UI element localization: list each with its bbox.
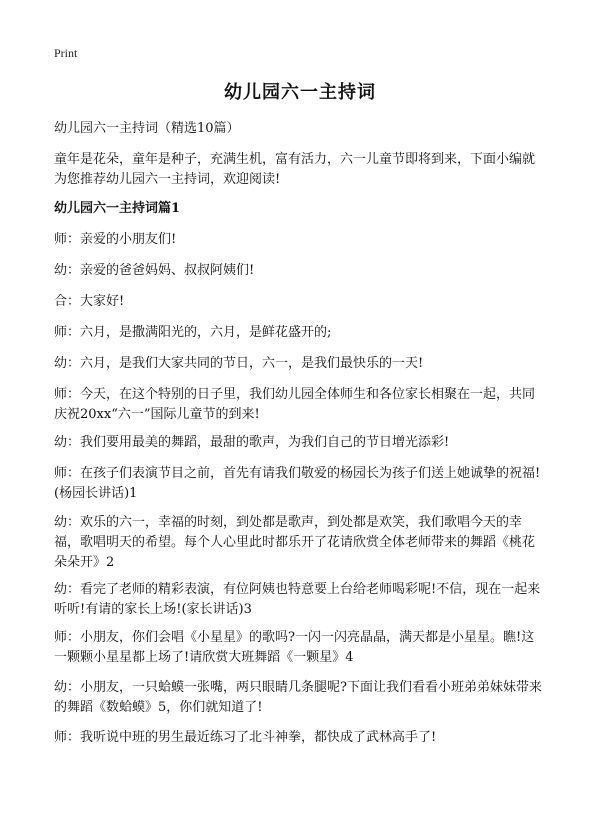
intro-paragraph: 童年是花朵，童年是种子，充满生机，富有活力，六一儿童节即将到来，下面小编就为您推荐幼儿园六一主持词，欢迎阅读!	[54, 152, 536, 187]
dialogue-line: 幼：欢乐的六一，幸福的时刻，到处都是歌声，到处都是欢笑，我们歌唱今天的幸福，歌唱明天的希望。每个人心里此时都乐开了花请欣赏全体老师带来的舞蹈《桃花朵朵开》2	[54, 515, 536, 570]
dialogue-line: 幼：小朋友，一只蛤蟆一张嘴，两只眼睛几条腿呢?下面让我们看看小班弟弟妹妹带来的舞蹈《数蛤蟆》5，你们就知道了!	[54, 680, 542, 715]
dialogue-line: 师：六月，是撒满阳光的，六月，是鲜花盛开的;	[54, 325, 332, 340]
page-title: 幼儿园六一主持词	[224, 82, 376, 103]
dialogue-line: 幼：看完了老师的精彩表演，有位阿姨也特意要上台给老师喝彩呢!不信，现在一起来听听!有请的家长上场!(家长讲话)3	[54, 582, 541, 617]
dialogue-line: 幼：我们要用最美的舞蹈，最甜的歌声，为我们自己的节日增光添彩!	[54, 435, 450, 450]
dialogue-line: 幼：亲爱的爸爸妈妈、叔叔阿姨们!	[54, 263, 255, 278]
dialogue-line: 师：我听说中班的男生最近练习了北斗神拳，都快成了武林高手了!	[54, 730, 437, 745]
dialogue-line: 合：大家好!	[54, 294, 125, 309]
print-link[interactable]: Print	[54, 46, 78, 60]
dialogue-line: 师：小朋友，你们会唱《小星星》的歌吗?一闪一闪亮晶晶，满天都是小星星。瞧!这一颗颗小星星都上场了!请欣赏大班舞蹈《一颗星》4	[54, 630, 535, 665]
section-heading: 幼儿园六一主持词篇1	[54, 201, 181, 216]
dialogue-line: 师：今天，在这个特别的日子里，我们幼儿园全体师生和各位家长相聚在一起，共同庆祝20xx“六一”国际儿童节的到来!	[54, 387, 536, 422]
document-subtitle: 幼儿园六一主持词（精选10篇）	[54, 121, 240, 136]
dialogue-line: 幼：六月，是我们大家共同的节日，六一，是我们最快乐的一天!	[54, 356, 424, 371]
dialogue-line: 师：在孩子们表演节目之前，首先有请我们敬爱的杨园长为孩子们送上她诚挚的祝福!(杨园长讲话)1	[54, 466, 541, 501]
dialogue-line: 师：亲爱的小朋友们!	[54, 232, 177, 247]
